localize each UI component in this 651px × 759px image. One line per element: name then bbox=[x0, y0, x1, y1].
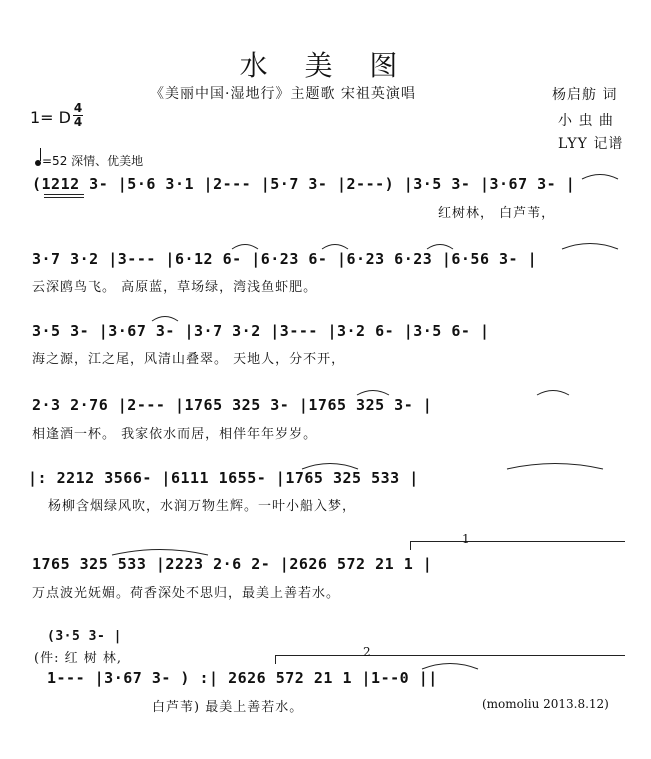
system-7-notation: 1--- |3·67 3- ) :| 2626 572 21 1 |1--0 || bbox=[47, 669, 438, 687]
system-1-lyrics: 红树林， 白芦苇， bbox=[438, 206, 556, 221]
volta-bracket-second bbox=[275, 655, 625, 656]
volta-bracket-first bbox=[410, 541, 625, 542]
transcription-footer: (momoliu 2013.8.12) bbox=[482, 697, 609, 711]
quarter-note-icon bbox=[35, 160, 41, 166]
beam-line bbox=[44, 197, 64, 198]
slur-arc bbox=[420, 658, 480, 670]
slur-arc bbox=[230, 240, 260, 250]
system-2-notation: 3·7 3·2 |3--- |6·12 6- |6·23 6- |6·23 6·23 |6·56 3- | bbox=[32, 250, 538, 268]
system-2-lyrics: 云深鸥鸟飞。 高原蓝，草场绿，湾浅鱼虾肥。 bbox=[32, 280, 318, 295]
volta-bracket-edge bbox=[410, 541, 411, 550]
slur-arc bbox=[535, 386, 571, 396]
slur-arc bbox=[560, 238, 620, 250]
key-signature: 1= D bbox=[30, 108, 71, 127]
slur-arc bbox=[355, 386, 391, 396]
slur-arc bbox=[300, 458, 360, 470]
composer-credit: 小 虫 曲 bbox=[558, 113, 614, 129]
volta-label-first: 1 bbox=[462, 532, 470, 546]
slur-arc bbox=[150, 312, 180, 322]
system-6-lyrics: 万点波光妩媚。荷香深处不思归，最美上善若水。 bbox=[32, 586, 341, 601]
pickup-notation: (3·5 3- | bbox=[47, 629, 122, 644]
slur-arc bbox=[110, 544, 210, 556]
system-3-lyrics: 海之源，江之尾，风清山叠翠。 天地人，分不开， bbox=[32, 352, 346, 367]
tempo-marking bbox=[35, 152, 143, 169]
transcriber-credit: LYY 记谱 bbox=[558, 136, 624, 152]
volta-bracket-edge bbox=[275, 655, 276, 664]
beam-line bbox=[64, 197, 84, 198]
system-5-notation: |: 2212 3566- |6111 1655- |1765 325 533 | bbox=[28, 469, 419, 487]
time-signature bbox=[72, 103, 84, 128]
system-4-notation: 2·3 2·76 |2--- |1765 325 3- |1765 325 3- | bbox=[32, 396, 433, 414]
lyricist-credit: 杨启舫 词 bbox=[552, 87, 618, 103]
time-signature-bottom: 4 bbox=[73, 115, 83, 129]
tempo-text: =52 深情、优美地 bbox=[42, 154, 144, 168]
slur-arc bbox=[580, 170, 620, 180]
system-5-lyrics: 杨柳含烟绿风吹，水润万物生辉。一叶小船入梦， bbox=[48, 499, 357, 514]
volta-label-second: 2 bbox=[363, 645, 371, 659]
system-3-notation: 3·5 3- |3·67 3- |3·7 3·2 |3--- |3·2 6- |3·5 6- | bbox=[32, 322, 490, 340]
pickup-lyrics: (件: 红 树 林, bbox=[34, 651, 122, 666]
song-subtitle: 《美丽中国·湿地行》主题歌 宋祖英演唱 bbox=[150, 86, 416, 102]
beam-line bbox=[44, 194, 84, 195]
time-signature-top: 4 bbox=[73, 101, 83, 115]
system-6-notation: 1765 325 533 |2223 2·6 2- |2626 572 21 1 | bbox=[32, 555, 433, 573]
system-7-lyrics: 白芦苇) 最美上善若水。 bbox=[152, 700, 304, 715]
system-1-notation: (1212 3- |5·6 3·1 |2--- |5·7 3- |2---) |3·5 3- |3·67 3- | bbox=[32, 175, 576, 193]
slur-arc bbox=[505, 458, 605, 470]
system-4-lyrics: 相逢酒一杯。 我家依水而居，相伴年年岁岁。 bbox=[32, 427, 318, 442]
slur-arc bbox=[320, 240, 350, 250]
slur-arc bbox=[425, 240, 455, 250]
song-title: 水 美 图 bbox=[239, 49, 412, 82]
